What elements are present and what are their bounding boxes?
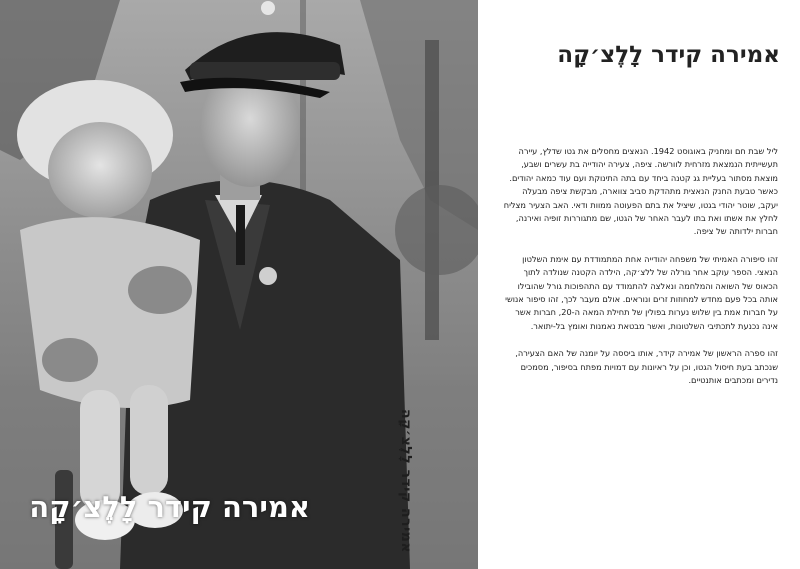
- spine-title-vertical: [392, 398, 420, 563]
- back-title: [500, 42, 780, 68]
- blurb-paragraph-3: זהו ספרה הראשון של אמירה קידר, אותו ביססה על יומנה של האם הצעירה, שנכתב בעת חיסול הגטו, וכן על ראיונות עם דמויות מפתח בסיפור, מסמכים נדירים ומכתבים אותנטיים.: [515, 348, 778, 386]
- back-author: אמירה קידר: [651, 42, 780, 68]
- blurb-paragraph-2: זהו סיפורה האמיתי של משפחה יהודייה אחת המתמודדת עם אימת השלטון הנאצי. הספר עוקב אחר גורלה של ללצ׳קה, הילדה הקטנה שנולדה לתוך הכאוס של השואה והמלחמה ונאלצה להתמודד עם התהפוכות גורל שהובילו אותה בכל פעם מחדש למחוזות זרים ונוראים. אולם מעבר לכך, זהו סיפור אנושי על חברות אמת בין שלוש נערות בפולין של תחילת המאה ה-20, חברות אשר אינה נכנעת לתכתיבי השלטונות, ואשר מבטאת נאמנות ואומץ בל-יתואר.: [505, 253, 778, 331]
- cover-author: אמירה קידר: [147, 490, 310, 524]
- blurb-paragraph-1: ליל שבת חם ומחניק באוגוסט 1942. הנאצים מחסלים את גטו שדלץ, עיירה תעשייתית הנמצאת מזרחית לוורשה. ציפה, צעירה יהודייה בת עשרים ושבע, מוצאת מסתור בעליית גג קטנה ביחד עם בתה התינוקת ועם עוד כמאה יהודים. כאשר טבעת החנק הנאצית מתהדקת סביב צווארה, מבקשת ציפה מבעלה יעקב, שוטר יהודי בגטו, שיציל את בתם הפעוטה ממוות ודאי. האב הצעיר מצליח לחלץ את אשתו ואת בתו לעבר האחר של הגטו, שם מתגוררות זופיה ואירנה, חברות ילדותה של ציפה.: [503, 146, 778, 237]
- blurb: [500, 145, 778, 402]
- spine-text: אמירה קידר לָלֶצ׳קָה: [398, 408, 414, 553]
- cover-title: [29, 490, 310, 524]
- spine: [478, 0, 488, 569]
- back-book-title: לָלֶצ׳קָה: [557, 42, 644, 68]
- back-cover: [488, 0, 800, 569]
- cover-book-title: לָלֶצ׳קָה: [29, 490, 138, 524]
